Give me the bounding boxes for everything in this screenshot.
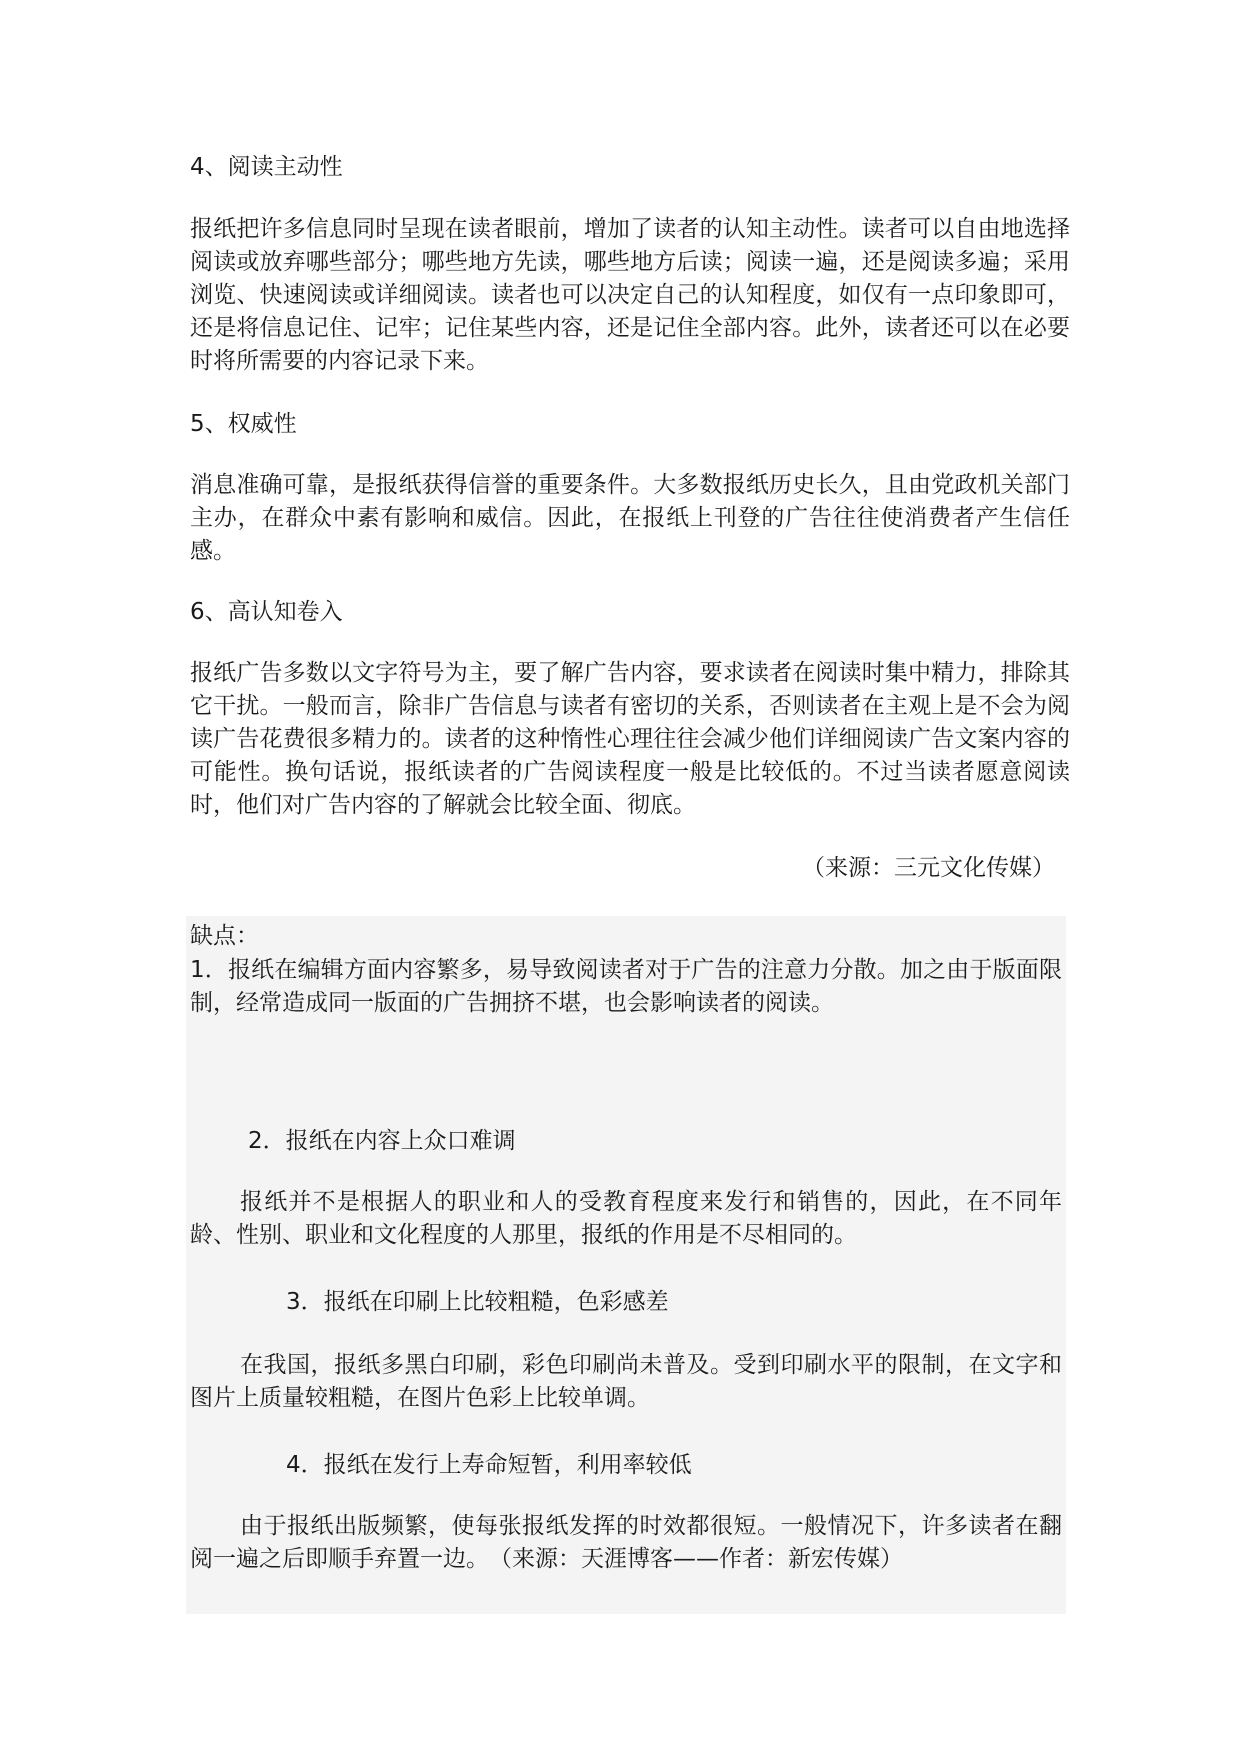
disadvantages-title: 缺点： — [190, 923, 259, 949]
disadvantage-body-3: 在我国，报纸多黑白印刷，彩色印刷尚未普及。受到印刷水平的限制，在文字和图片上质量较粗糙，在图片色彩上比较单调。 — [190, 1352, 1062, 1411]
disadvantage-heading-4: 4．报纸在发行上寿命短暂，利用率较低 — [286, 1452, 692, 1478]
disadvantages-box — [186, 916, 1066, 1614]
disadvantage-heading-2: 2．报纸在内容上众口难调 — [248, 1128, 516, 1154]
disadvantage-item-1: 1．报纸在编辑方面内容繁多，易导致阅读者对于广告的注意力分散。加之由于版面限制，经常造成同一版面的广告拥挤不堪，也会影响读者的阅读。 — [190, 957, 1062, 1016]
section-body-high-involvement: 报纸广告多数以文字符号为主，要了解广告内容，要求读者在阅读时集中精力，排除其它干扰。一般而言，除非广告信息与读者有密切的关系，否则读者在主观上是不会为阅读广告花费很多精力的。读者的这种惰性心理往往会减少他们详细阅读广告文案内容的可能性。换句话说，报纸读者的广告阅读程度一般是比较低的。不过当读者愿意阅读时，他们对广告内容的了解就会比较全面、彻底。 — [190, 660, 1070, 818]
disadvantage-heading-3: 3．报纸在印刷上比较粗糙，色彩感差 — [286, 1289, 669, 1315]
section-heading-reading-initiative: 4、阅读主动性 — [190, 154, 343, 180]
section-heading-high-involvement: 6、高认知卷入 — [190, 599, 343, 625]
section-body-reading-initiative: 报纸把许多信息同时呈现在读者眼前，增加了读者的认知主动性。读者可以自由地选择阅读或放弃哪些部分；哪些地方先读，哪些地方后读；阅读一遍，还是阅读多遍；采用浏览、快速阅读或详细阅读。读者也可以决定自己的认知程度，如仅有一点印象即可，还是将信息记住、记牢；记住某些内容，还是记住全部内容。此外，读者还可以在必要时将所需要的内容记录下来。 — [190, 216, 1070, 374]
section-body-authority: 消息准确可靠，是报纸获得信誉的重要条件。大多数报纸历史长久，且由党政机关部门主办，在群众中素有影响和威信。因此，在报纸上刊登的广告往往使消费者产生信任感。 — [190, 472, 1070, 564]
section-heading-authority: 5、权威性 — [190, 411, 297, 437]
disadvantage-body-4: 由于报纸出版频繁，使每张报纸发挥的时效都很短。一般情况下，许多读者在翻阅一遍之后即顺手弃置一边。 （来源：天涯博客——作者：新宏传媒） — [190, 1513, 1062, 1572]
source-citation: （来源：三元文化传媒） — [802, 855, 1055, 881]
disadvantage-body-2: 报纸并不是根据人的职业和人的受教育程度来发行和销售的，因此，在不同年龄、性别、职业和文化程度的人那里，报纸的作用是不尽相同的。 — [190, 1189, 1062, 1248]
